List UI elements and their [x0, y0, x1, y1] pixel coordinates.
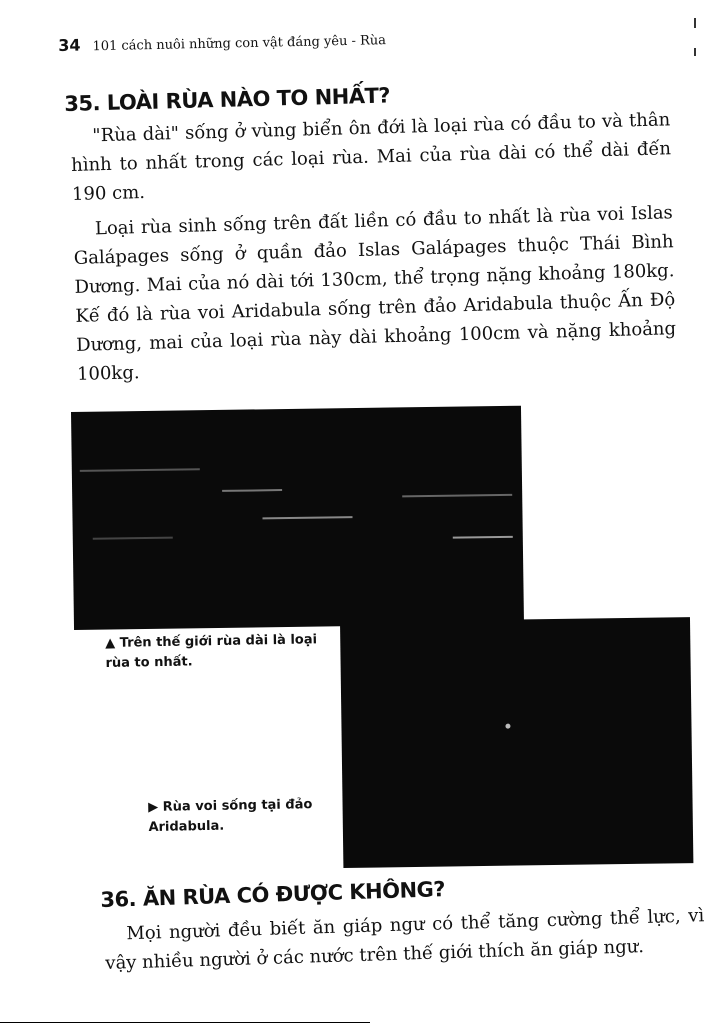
- photo-texture: [505, 724, 510, 729]
- paragraph: "Rùa dài" sống ở vùng biển ôn đới là loại rùa có đầu to và thân hình to nhất trong các loại rùa. Mai của rùa dài có thể dài đến 190 cm.: [70, 109, 672, 205]
- photo-texture: [93, 537, 173, 540]
- bottom-rule: [0, 1022, 370, 1023]
- sea-turtle-photo: [71, 406, 524, 630]
- section-36-heading: 36. ĂN RÙA CÓ ĐƯỢC KHÔNG?: [100, 877, 446, 912]
- triangle-up-icon: ▲: [105, 635, 116, 651]
- photo-texture: [222, 489, 282, 492]
- scan-mark: [694, 18, 696, 28]
- photo-texture: [402, 494, 512, 498]
- scan-mark: [694, 48, 696, 56]
- triangle-right-icon: ▶: [148, 799, 159, 815]
- photo-texture: [262, 516, 352, 519]
- section-35-body: [70, 105, 677, 389]
- photo-2-caption: [148, 795, 339, 838]
- caption-text: Trên thế giới rùa dài là loại rùa to nhất.: [105, 632, 318, 671]
- photo-texture: [453, 536, 513, 539]
- running-header: [58, 29, 386, 55]
- paragraph: Loại rùa sinh sống trên đất liền có đầu to nhất là rùa voi Islas Galápages sống ở quần đảo Islas Galápages thuộc Thái Bình Dương. Mai của nó dài tới 130cm, thể trọng nặng khoảng 180kg. Kế đó là rùa voi Aridabula sống trên đảo Aridabula thuộc Ấn Độ Dương, mai của loại rùa này dài khoảng 100cm và nặng khoảng 100kg.: [73, 202, 677, 385]
- giant-tortoise-photo: [340, 617, 693, 868]
- photo-1-caption: [105, 630, 326, 674]
- running-title: 101 cách nuôi những con vật đáng yêu - Rùa: [92, 33, 387, 55]
- paragraph: Mọi người đều biết ăn giáp ngư có thể tăng cường thể lực, vì vậy nhiều người ở các nước trên thế giới thích ăn giáp ngư.: [105, 905, 705, 974]
- photo-texture: [80, 468, 200, 472]
- section-36-body: [104, 901, 706, 978]
- caption-text: Rùa voi sống tại đảo Aridabula.: [148, 797, 313, 835]
- page-number: 34: [58, 35, 81, 55]
- section-35-heading: 35. LOÀI RÙA NÀO TO NHẤT?: [64, 83, 391, 116]
